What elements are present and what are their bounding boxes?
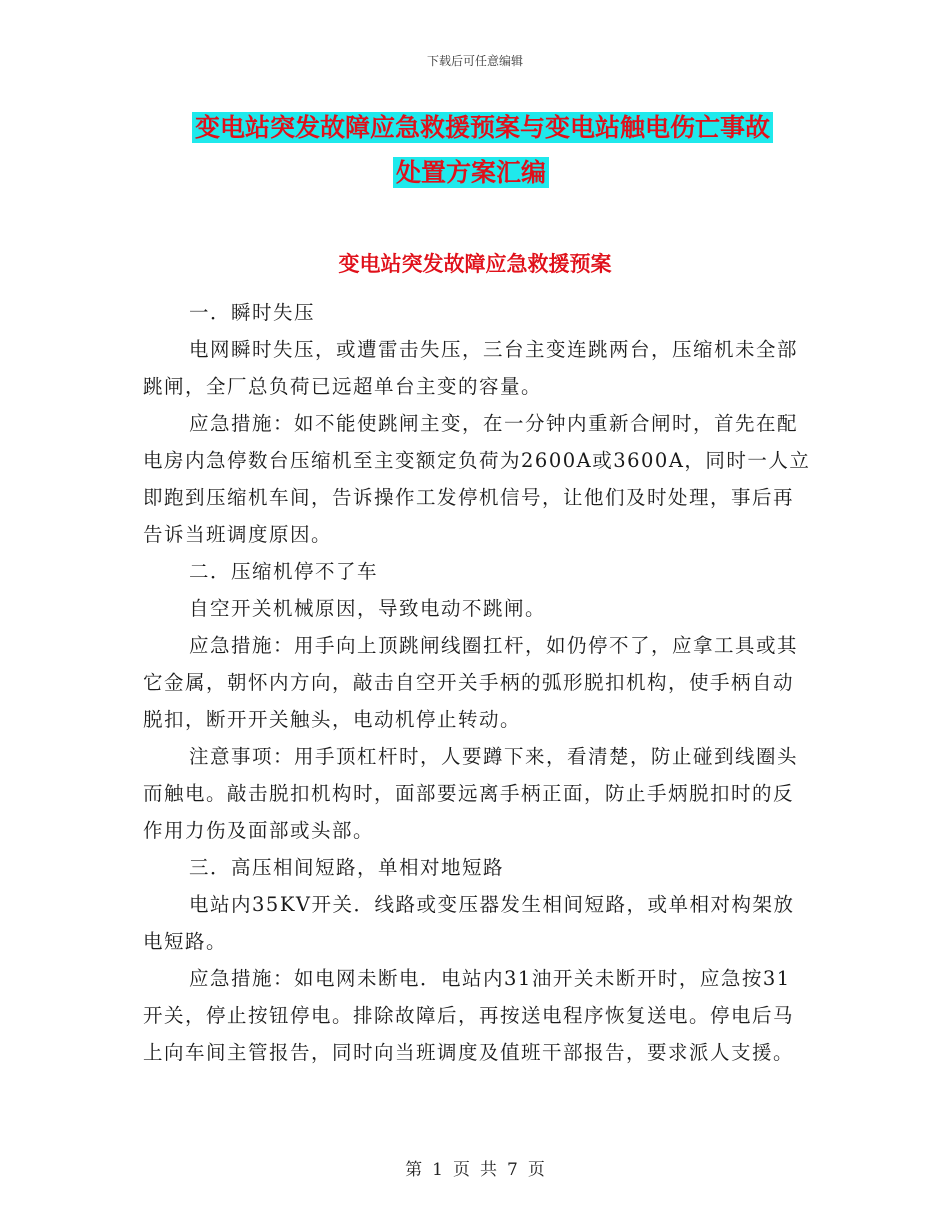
paragraph: 电网瞬时失压，或遭雷击失压，三台主变连跳两台，压缩机未全部跳闸，全厂总负荷已远超单台主变的容量。 [143,338,799,398]
paragraph: 应急措施：用手向上顶跳闸线圈扛杆，如仍停不了，应拿工具或其它金属，朝怀内方向，敲击自空开关手柄的弧形脱扣机构，使手柄自动脱扣，断开开关触头，电动机停止转动。 [143,634,799,731]
total-pages: 7 [507,1160,518,1180]
paragraph: 注意事项：用手顶杠杆时，人要蹲下来，看清楚，防止碰到线圈头而触电。敲击脱扣机构时，面部要远离手柄正面，防止手炳脱扣时的反作用力伤及面部或头部。 [143,745,799,842]
title-line-2-text: 处置方案汇编 [393,157,549,188]
title-line-1-text: 变电站突发故障应急救援预案与变电站触电伤亡事故 [192,112,773,143]
paragraph: 电站内35KV开关．线路或变压器发生相间短路，或单相对构架放电短路。 [143,893,795,953]
page-number: 1 [432,1160,443,1180]
heading-2: 二．压缩机停不了车 [189,560,379,583]
footer-label-gong: 共 [480,1160,497,1180]
heading-3: 三．高压相间短路，单相对地短路 [189,856,505,879]
paragraph: 应急措施：如电网未断电．电站内31油开关未断开时，应急按31开关，停止按钮停电。排除故障后，再按送电程序恢复送电。停电后马上向车间主管报告，同时向当班调度及值班干部报告，要求派人支援。 [143,967,795,1064]
section-title: 变电站突发故障应急救援预案 [338,251,612,276]
header-note: 下载后可任意编辑 [426,54,523,68]
paragraph: 自空开关机械原因，导致电动不跳闸。 [189,597,547,620]
footer-label-ye: 页 [453,1160,470,1180]
document-body [143,294,811,1071]
footer-label-ye-2: 页 [527,1160,545,1180]
document-title-line-1 [192,111,804,145]
footer-label-di: 第 [405,1160,423,1180]
paragraph: 应急措施：如不能使跳闸主变，在一分钟内重新合闸时，首先在配电房内急停数台压缩机至主变额定负荷为2600A或3600A，同时一人立即跑到压缩机车间，告诉操作工发停机信号，让他们及时处理，事后再告诉当班调度原因。 [143,412,811,546]
heading-1: 一．瞬时失压 [189,301,316,324]
document-title-line-2 [393,156,549,190]
page-footer [0,1155,950,1180]
